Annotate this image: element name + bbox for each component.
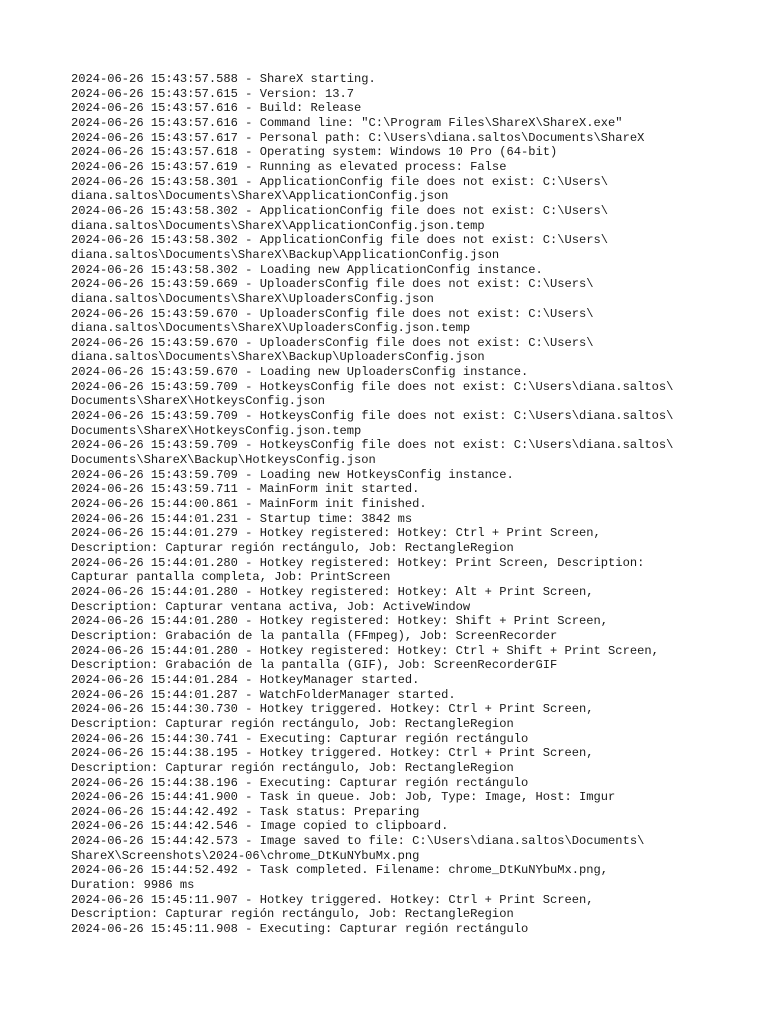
- log-line: 2024-06-26 15:43:57.615 - Version: 13.7: [71, 86, 355, 101]
- log-line: 2024-06-26 15:43:59.670 - UploadersConfig file does not exist: C:\Users\: [71, 335, 594, 350]
- log-line: 2024-06-26 15:44:01.280 - Hotkey registered: Hotkey: Alt + Print Screen,: [71, 584, 594, 599]
- log-line: Documents\ShareX\HotkeysConfig.json.temp: [71, 423, 362, 438]
- log-line: 2024-06-26 15:44:01.287 - WatchFolderManager started.: [71, 687, 456, 702]
- log-line: 2024-06-26 15:44:30.730 - Hotkey triggered. Hotkey: Ctrl + Print Screen,: [71, 702, 594, 717]
- log-line: diana.saltos\Documents\ShareX\UploadersConfig.json: [71, 291, 434, 306]
- log-line: 2024-06-26 15:44:42.546 - Image copied to clipboard.: [71, 819, 449, 834]
- log-line: Description: Capturar región rectángulo, Job: RectangleRegion: [71, 716, 514, 731]
- log-line: 2024-06-26 15:43:57.617 - Personal path: C:\Users\diana.saltos\Documents\ShareX: [71, 130, 645, 145]
- log-line: Capturar pantalla completa, Job: PrintScreen: [71, 570, 391, 585]
- log-line: 2024-06-26 15:44:01.284 - HotkeyManager started.: [71, 672, 420, 687]
- log-line: 2024-06-26 15:43:59.711 - MainForm init started.: [71, 482, 420, 497]
- log-line: 2024-06-26 15:43:58.301 - ApplicationConfig file does not exist: C:\Users\: [71, 174, 609, 189]
- log-line: 2024-06-26 15:44:38.196 - Executing: Capturar región rectángulo: [71, 775, 529, 790]
- log-line: diana.saltos\Documents\ShareX\ApplicationConfig.json.temp: [71, 218, 485, 233]
- log-line: 2024-06-26 15:44:42.492 - Task status: Preparing: [71, 804, 420, 819]
- log-line: Documents\ShareX\HotkeysConfig.json: [71, 394, 326, 409]
- log-line: 2024-06-26 15:43:57.616 - Build: Release: [71, 101, 362, 116]
- log-line: 2024-06-26 15:43:57.588 - ShareX starting.: [71, 72, 376, 86]
- log-line: 2024-06-26 15:43:59.670 - UploadersConfig file does not exist: C:\Users\: [71, 306, 594, 321]
- log-line: 2024-06-26 15:43:59.669 - UploadersConfig file does not exist: C:\Users\: [71, 277, 594, 292]
- log-line: Description: Capturar ventana activa, Job: ActiveWindow: [71, 599, 471, 614]
- log-line: 2024-06-26 15:43:57.618 - Operating system: Windows 10 Pro (64-bit): [71, 145, 558, 160]
- log-line: 2024-06-26 15:45:11.908 - Executing: Capturar región rectángulo: [71, 922, 529, 937]
- log-line: 2024-06-26 15:43:59.709 - HotkeysConfig file does not exist: C:\Users\diana.saltos\: [71, 438, 674, 453]
- log-line: 2024-06-26 15:44:01.279 - Hotkey registered: Hotkey: Ctrl + Print Screen,: [71, 526, 601, 541]
- log-line: Description: Capturar región rectángulo, Job: RectangleRegion: [71, 760, 514, 775]
- log-line: 2024-06-26 15:43:59.709 - HotkeysConfig file does not exist: C:\Users\diana.saltos\: [71, 379, 674, 394]
- log-line: 2024-06-26 15:43:59.709 - Loading new HotkeysConfig instance.: [71, 467, 514, 482]
- log-line: diana.saltos\Documents\ShareX\UploadersConfig.json.temp: [71, 321, 471, 336]
- log-line: 2024-06-26 15:43:58.302 - ApplicationConfig file does not exist: C:\Users\: [71, 203, 609, 218]
- log-line: 2024-06-26 15:43:59.709 - HotkeysConfig file does not exist: C:\Users\diana.saltos\: [71, 409, 674, 424]
- log-line: 2024-06-26 15:43:57.619 - Running as elevated process: False: [71, 159, 507, 174]
- log-line: 2024-06-26 15:43:59.670 - Loading new UploadersConfig instance.: [71, 365, 529, 380]
- log-line: diana.saltos\Documents\ShareX\ApplicationConfig.json: [71, 189, 449, 204]
- log-line: 2024-06-26 15:43:57.616 - Command line: "C:\Program Files\ShareX\ShareX.exe": [71, 115, 623, 130]
- log-line: Documents\ShareX\Backup\HotkeysConfig.json: [71, 453, 376, 468]
- log-line: 2024-06-26 15:44:00.861 - MainForm init finished.: [71, 497, 427, 512]
- log-line: 2024-06-26 15:44:42.573 - Image saved to file: C:\Users\diana.saltos\Documents\: [71, 834, 645, 849]
- log-line: 2024-06-26 15:44:01.280 - Hotkey registered: Hotkey: Ctrl + Shift + Print Screen,: [71, 643, 659, 658]
- log-line: Description: Capturar región rectángulo, Job: RectangleRegion: [71, 907, 514, 922]
- log-line: 2024-06-26 15:44:01.280 - Hotkey registered: Hotkey: Shift + Print Screen,: [71, 614, 609, 629]
- log-document: [71, 72, 711, 937]
- log-line: 2024-06-26 15:43:58.302 - ApplicationConfig file does not exist: C:\Users\: [71, 233, 609, 248]
- log-line: 2024-06-26 15:44:52.492 - Task completed. Filename: chrome_DtKuNYbuMx.png,: [71, 863, 609, 878]
- log-line: 2024-06-26 15:44:01.231 - Startup time: 3842 ms: [71, 511, 413, 526]
- log-line: ShareX\Screenshots\2024-06\chrome_DtKuNYbuMx.png: [71, 848, 420, 863]
- log-line: 2024-06-26 15:44:38.195 - Hotkey triggered. Hotkey: Ctrl + Print Screen,: [71, 746, 594, 761]
- log-line: 2024-06-26 15:45:11.907 - Hotkey triggered. Hotkey: Ctrl + Print Screen,: [71, 892, 594, 907]
- log-line: Duration: 9986 ms: [71, 878, 195, 893]
- log-line: 2024-06-26 15:44:30.741 - Executing: Capturar región rectángulo: [71, 731, 529, 746]
- log-line: Description: Grabación de la pantalla (FFmpeg), Job: ScreenRecorder: [71, 628, 558, 643]
- log-line: diana.saltos\Documents\ShareX\Backup\ApplicationConfig.json: [71, 247, 500, 262]
- log-line: 2024-06-26 15:44:41.900 - Task in queue. Job: Job, Type: Image, Host: Imgur: [71, 790, 616, 805]
- log-line: 2024-06-26 15:44:01.280 - Hotkey registered: Hotkey: Print Screen, Description:: [71, 555, 645, 570]
- log-line: diana.saltos\Documents\ShareX\Backup\UploadersConfig.json: [71, 350, 485, 365]
- log-line: Description: Grabación de la pantalla (GIF), Job: ScreenRecorderGIF: [71, 658, 558, 673]
- log-line: 2024-06-26 15:43:58.302 - Loading new ApplicationConfig instance.: [71, 262, 543, 277]
- log-line: Description: Capturar región rectángulo, Job: RectangleRegion: [71, 541, 514, 555]
